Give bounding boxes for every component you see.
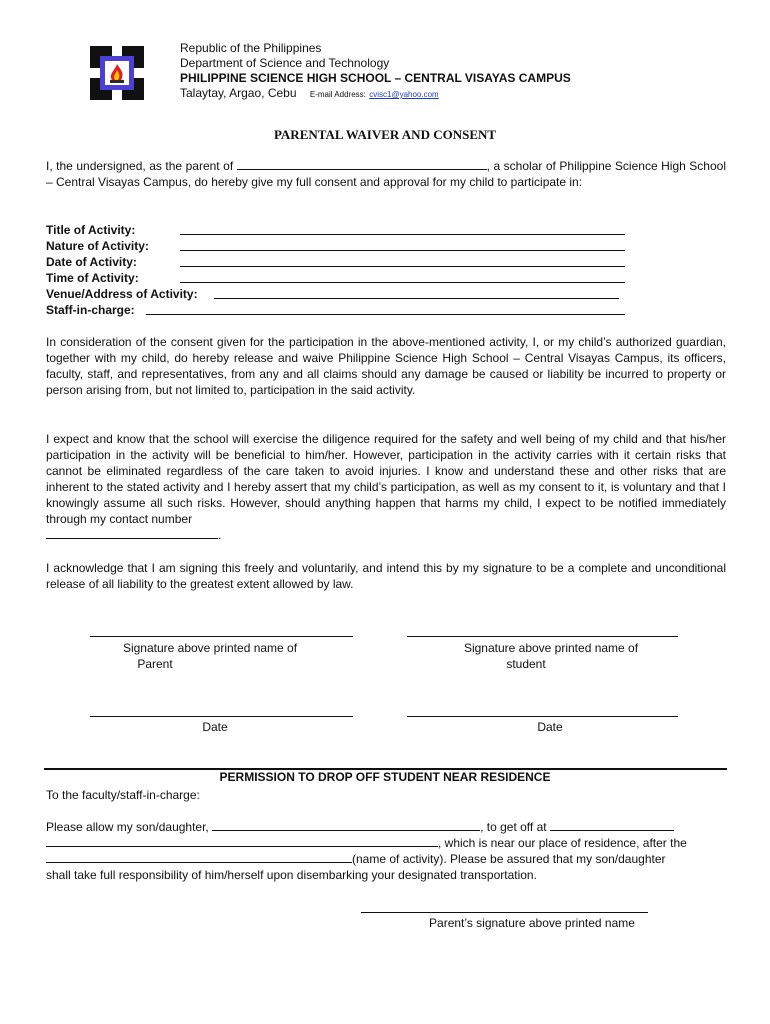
intro-paragraph	[46, 158, 726, 190]
activity-name-blank[interactable]	[46, 851, 352, 863]
activity-fields	[46, 222, 636, 318]
parent-signature-line[interactable]	[90, 636, 353, 637]
child-name-blank[interactable]	[237, 158, 487, 170]
parent-date-line[interactable]	[90, 716, 353, 717]
field-date-label: Date of Activity:	[46, 255, 137, 269]
field-nature-label: Nature of Activity:	[46, 239, 149, 253]
field-time-blank[interactable]	[180, 282, 625, 283]
intro-text-a: I, the undersigned, as the parent of	[46, 159, 234, 173]
parent-date-label: Date	[202, 720, 228, 734]
risk-text-end: .	[218, 528, 222, 542]
parent-signature-caption	[90, 640, 330, 672]
field-title-blank[interactable]	[180, 234, 625, 235]
student-date-line[interactable]	[407, 716, 678, 717]
school-name: PHILIPPINE SCIENCE HIGH SCHOOL – CENTRAL VISAYAS CAMPUS	[180, 71, 571, 85]
intro-text-b: , a scholar of Philippine Science High School – Central Visayas Campus, do hereby give my full consent and approval for my child to participate in:	[46, 159, 726, 189]
drop-off-place-blank-2[interactable]	[46, 835, 438, 847]
permission-salutation: To the faculty/staff-in-charge:	[46, 788, 200, 802]
form-title: PARENTAL WAIVER AND CONSENT	[273, 127, 497, 142]
contact-number-blank[interactable]	[46, 527, 218, 539]
email-link[interactable]: cvisc1@yahoo.com	[369, 90, 439, 99]
acknowledgement-paragraph: I acknowledge that I am signing this freely and voluntarily, and intend this by my signature to be a complete and unconditional release of all liability to the greatest extent allowed by law.	[46, 561, 726, 591]
student-signature-caption-line2: student	[506, 657, 546, 671]
letterhead	[180, 41, 571, 102]
permission-paragraph	[46, 819, 726, 883]
student-signature-caption	[426, 640, 676, 672]
field-venue-label: Venue/Address of Activity:	[46, 287, 198, 301]
student-signature-line[interactable]	[407, 636, 678, 637]
permission-text-b: , to get off at	[480, 820, 547, 834]
risk-paragraph	[46, 431, 726, 543]
permission-text-a: Please allow my son/daughter,	[46, 820, 209, 834]
release-paragraph: In consideration of the consent given for the participation in the above-mentioned activity, I, or my child’s authorized guardian, together with my child, do hereby release and waive Philippine Science High School – Central Visayas Campus, its officers, faculty, staff, and representatives, from any and all claims should any damage be caused or liability be incurred to property or person arising from, but not limited to, participation in the said activity.	[46, 335, 726, 397]
permission-text-c: , which is near our place of residence, after the	[438, 836, 687, 850]
field-nature-blank[interactable]	[180, 250, 625, 251]
letterhead-line2: Department of Science and Technology	[180, 56, 390, 70]
email-label: E-mail Address:	[309, 90, 366, 99]
permission-signature-caption: Parent’s signature above printed name	[429, 916, 635, 930]
field-staff-label: Staff-in-charge:	[46, 303, 135, 317]
permission-title: PERMISSION TO DROP OFF STUDENT NEAR RESIDENCE	[219, 770, 551, 784]
permission-text-d: (name of activity). Please be assured that my son/daughter	[352, 852, 666, 866]
risk-text: I expect and know that the school will exercise the diligence required for the safety and well being of my child and that his/her participation in the activity will be beneficial to him/her. However, participation in the activity carries with it certain risks that cannot be eliminated regardless of the care taken to avoid injuries. I know and understand these and other risks that are inherent to the stated activity and I hereby assert that my child’s participation, as well as my consent to it, is voluntary and that I knowingly assume all such risks. However, should anything happen that harms my child, I expect to be notified immediately through my contact number	[46, 432, 726, 526]
field-time-label: Time of Activity:	[46, 271, 139, 285]
pshs-logo-icon	[86, 42, 148, 104]
student-signature-caption-line1: Signature above printed name of	[463, 641, 639, 655]
drop-off-place-blank[interactable]	[550, 819, 674, 831]
field-title-label: Title of Activity:	[46, 223, 136, 237]
field-staff-blank[interactable]	[146, 314, 625, 315]
student-name-blank[interactable]	[212, 819, 480, 831]
parent-signature-caption-line2: Parent	[137, 657, 173, 671]
student-date-label: Date	[537, 720, 563, 734]
school-address: Talaytay, Argao, Cebu	[180, 86, 297, 100]
field-venue-blank[interactable]	[214, 298, 619, 299]
letterhead-line1: Republic of the Philippines	[180, 41, 322, 55]
permission-signature-line[interactable]	[361, 912, 648, 913]
parent-signature-caption-line1: Signature above printed name of	[122, 641, 298, 655]
permission-text-e: shall take full responsibility of him/herself upon disembarking your designated transportation.	[46, 868, 537, 882]
field-date-blank[interactable]	[180, 266, 625, 267]
